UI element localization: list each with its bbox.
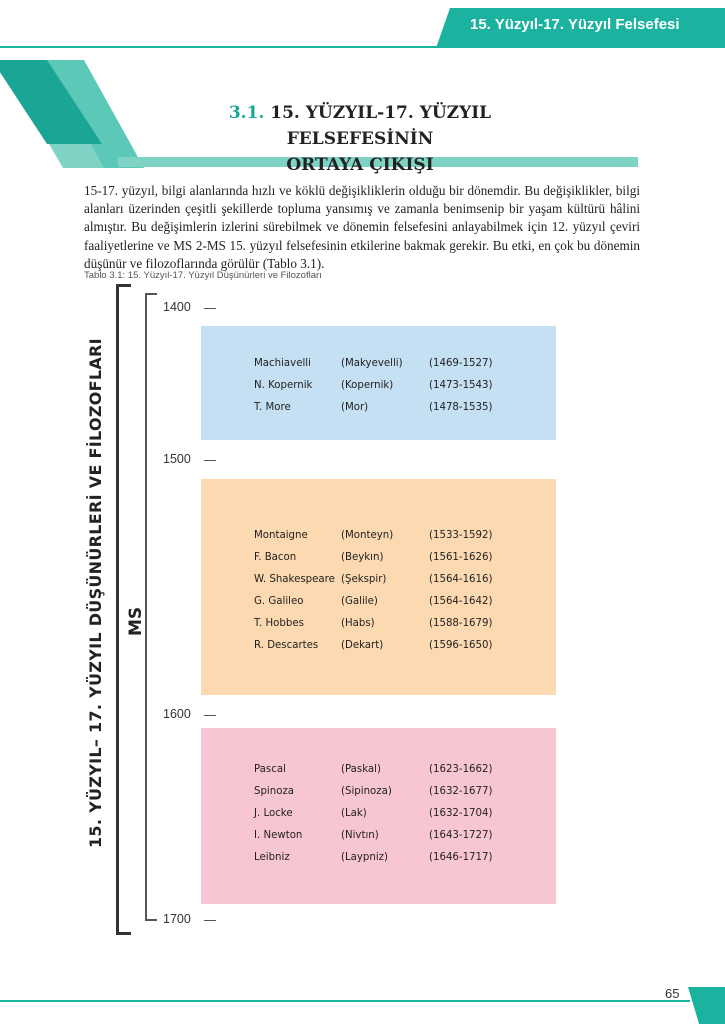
thinker-name: I. Newton <box>254 830 303 841</box>
thinker-pronunciation: (Mor) <box>341 402 369 413</box>
thinker-dates: (1564-1616) <box>429 574 493 585</box>
thinker-dates: (1596-1650) <box>429 640 493 651</box>
thinker-pronunciation: (Monteyn) <box>341 530 394 541</box>
footer-rule <box>0 1000 690 1002</box>
thinker-pronunciation: (Nivtın) <box>341 830 379 841</box>
thinker-name: F. Bacon <box>254 552 297 563</box>
thinker-dates: (1564-1642) <box>429 596 493 607</box>
year-label: 1600 <box>163 707 191 721</box>
footer-tab <box>688 987 725 1024</box>
thinker-name: J. Locke <box>254 808 293 819</box>
section-number: 3.1. <box>228 103 265 123</box>
thinker-pronunciation: (Kopernik) <box>341 380 394 391</box>
page-number: 65 <box>665 986 680 1001</box>
thinker-pronunciation: (Dekart) <box>341 640 384 651</box>
thinker-pronunciation: (Lak) <box>341 808 367 819</box>
thinker-dates: (1643-1727) <box>429 830 493 841</box>
thinker-name: N. Kopernik <box>254 380 313 391</box>
year-label: 1500 <box>163 452 191 466</box>
chapter-title: 15. Yüzyıl-17. Yüzyıl Felsefesi <box>470 16 680 33</box>
thinker-name: R. Descartes <box>254 640 319 651</box>
thinker-name: Pascal <box>254 764 286 775</box>
section-title-line1: 15. YÜZYIL-17. YÜZYIL FELSEFESİNİN <box>270 103 492 149</box>
thinker-name: Spinoza <box>254 786 295 797</box>
year-tick <box>204 715 216 716</box>
thinker-pronunciation: (Paskal) <box>341 764 381 775</box>
body-paragraph: 15-17. yüzyıl, bilgi alanlarında hızlı ve köklü değişikliklerin olduğu bir dönemdir. Bu değişiklikler, bilgi alanları üzerinden çeşitli şekillerde topluma yansımış ve zamanla benimsenip bir yaşam kültürü hâlini almıştır. Bu değişimlerin izlerini sürebilmek ve dönemin felsefesini anlayabilmek için 12. yüzyıl çeviri faaliyetlerine ve MS 2-MS 15. yüzyıl felsefesinin etkilerine bakmak gerekir. Bu etki, en çok bu dönemin düşünür ve filozoflarında görülür (Tablo 3.1). <box>84 183 640 271</box>
thinker-dates: (1646-1717) <box>429 852 493 863</box>
section-title-line2: ORTAYA ÇIKIŞI <box>286 155 434 175</box>
thinker-pronunciation: (Habs) <box>341 618 375 629</box>
year-label: 1400 <box>163 300 191 314</box>
thinker-dates: (1533-1592) <box>429 530 493 541</box>
thinker-dates: (1473-1543) <box>429 380 493 391</box>
table-caption: Tablo 3.1: 15. Yüzyıl-17. Yüzyıl Düşünürleri ve Filozofları <box>84 270 322 281</box>
thinker-dates: (1588-1679) <box>429 618 493 629</box>
thinker-dates: (1623-1662) <box>429 764 493 775</box>
thinker-name: T. More <box>254 402 291 413</box>
thinker-dates: (1632-1677) <box>429 786 493 797</box>
timeline-outer-label: 15. YÜZYIL– 17. YÜZYIL DÜŞÜNÜRLERİ VE FİLOZOFLARI <box>86 338 105 848</box>
section-title <box>160 100 560 178</box>
thinker-name: T. Hobbes <box>254 618 304 629</box>
year-tick <box>204 460 216 461</box>
thinker-pronunciation: (Laypniz) <box>341 852 388 863</box>
year-label: 1700 <box>163 912 191 926</box>
thinker-dates: (1632-1704) <box>429 808 493 819</box>
era-label: MS <box>126 606 146 636</box>
thinker-name: G. Galileo <box>254 596 304 607</box>
thinker-name: W. Shakespeare <box>254 574 335 585</box>
thinker-dates: (1469-1527) <box>429 358 493 369</box>
thinker-pronunciation: (Galile) <box>341 596 378 607</box>
thinker-dates: (1561-1626) <box>429 552 493 563</box>
thinker-name: Machiavelli <box>254 358 311 369</box>
thinker-pronunciation: (Makyevelli) <box>341 358 403 369</box>
thinker-pronunciation: (Şekspir) <box>341 574 387 585</box>
thinker-dates: (1478-1535) <box>429 402 493 413</box>
thinker-pronunciation: (Sipinoza) <box>341 786 392 797</box>
thinker-name: Leibniz <box>254 852 290 863</box>
thinker-name: Montaigne <box>254 530 308 541</box>
year-tick <box>204 308 216 309</box>
thinker-pronunciation: (Beykın) <box>341 552 384 563</box>
inner-bracket <box>145 293 157 921</box>
header-rule <box>0 46 440 48</box>
year-tick <box>204 920 216 921</box>
